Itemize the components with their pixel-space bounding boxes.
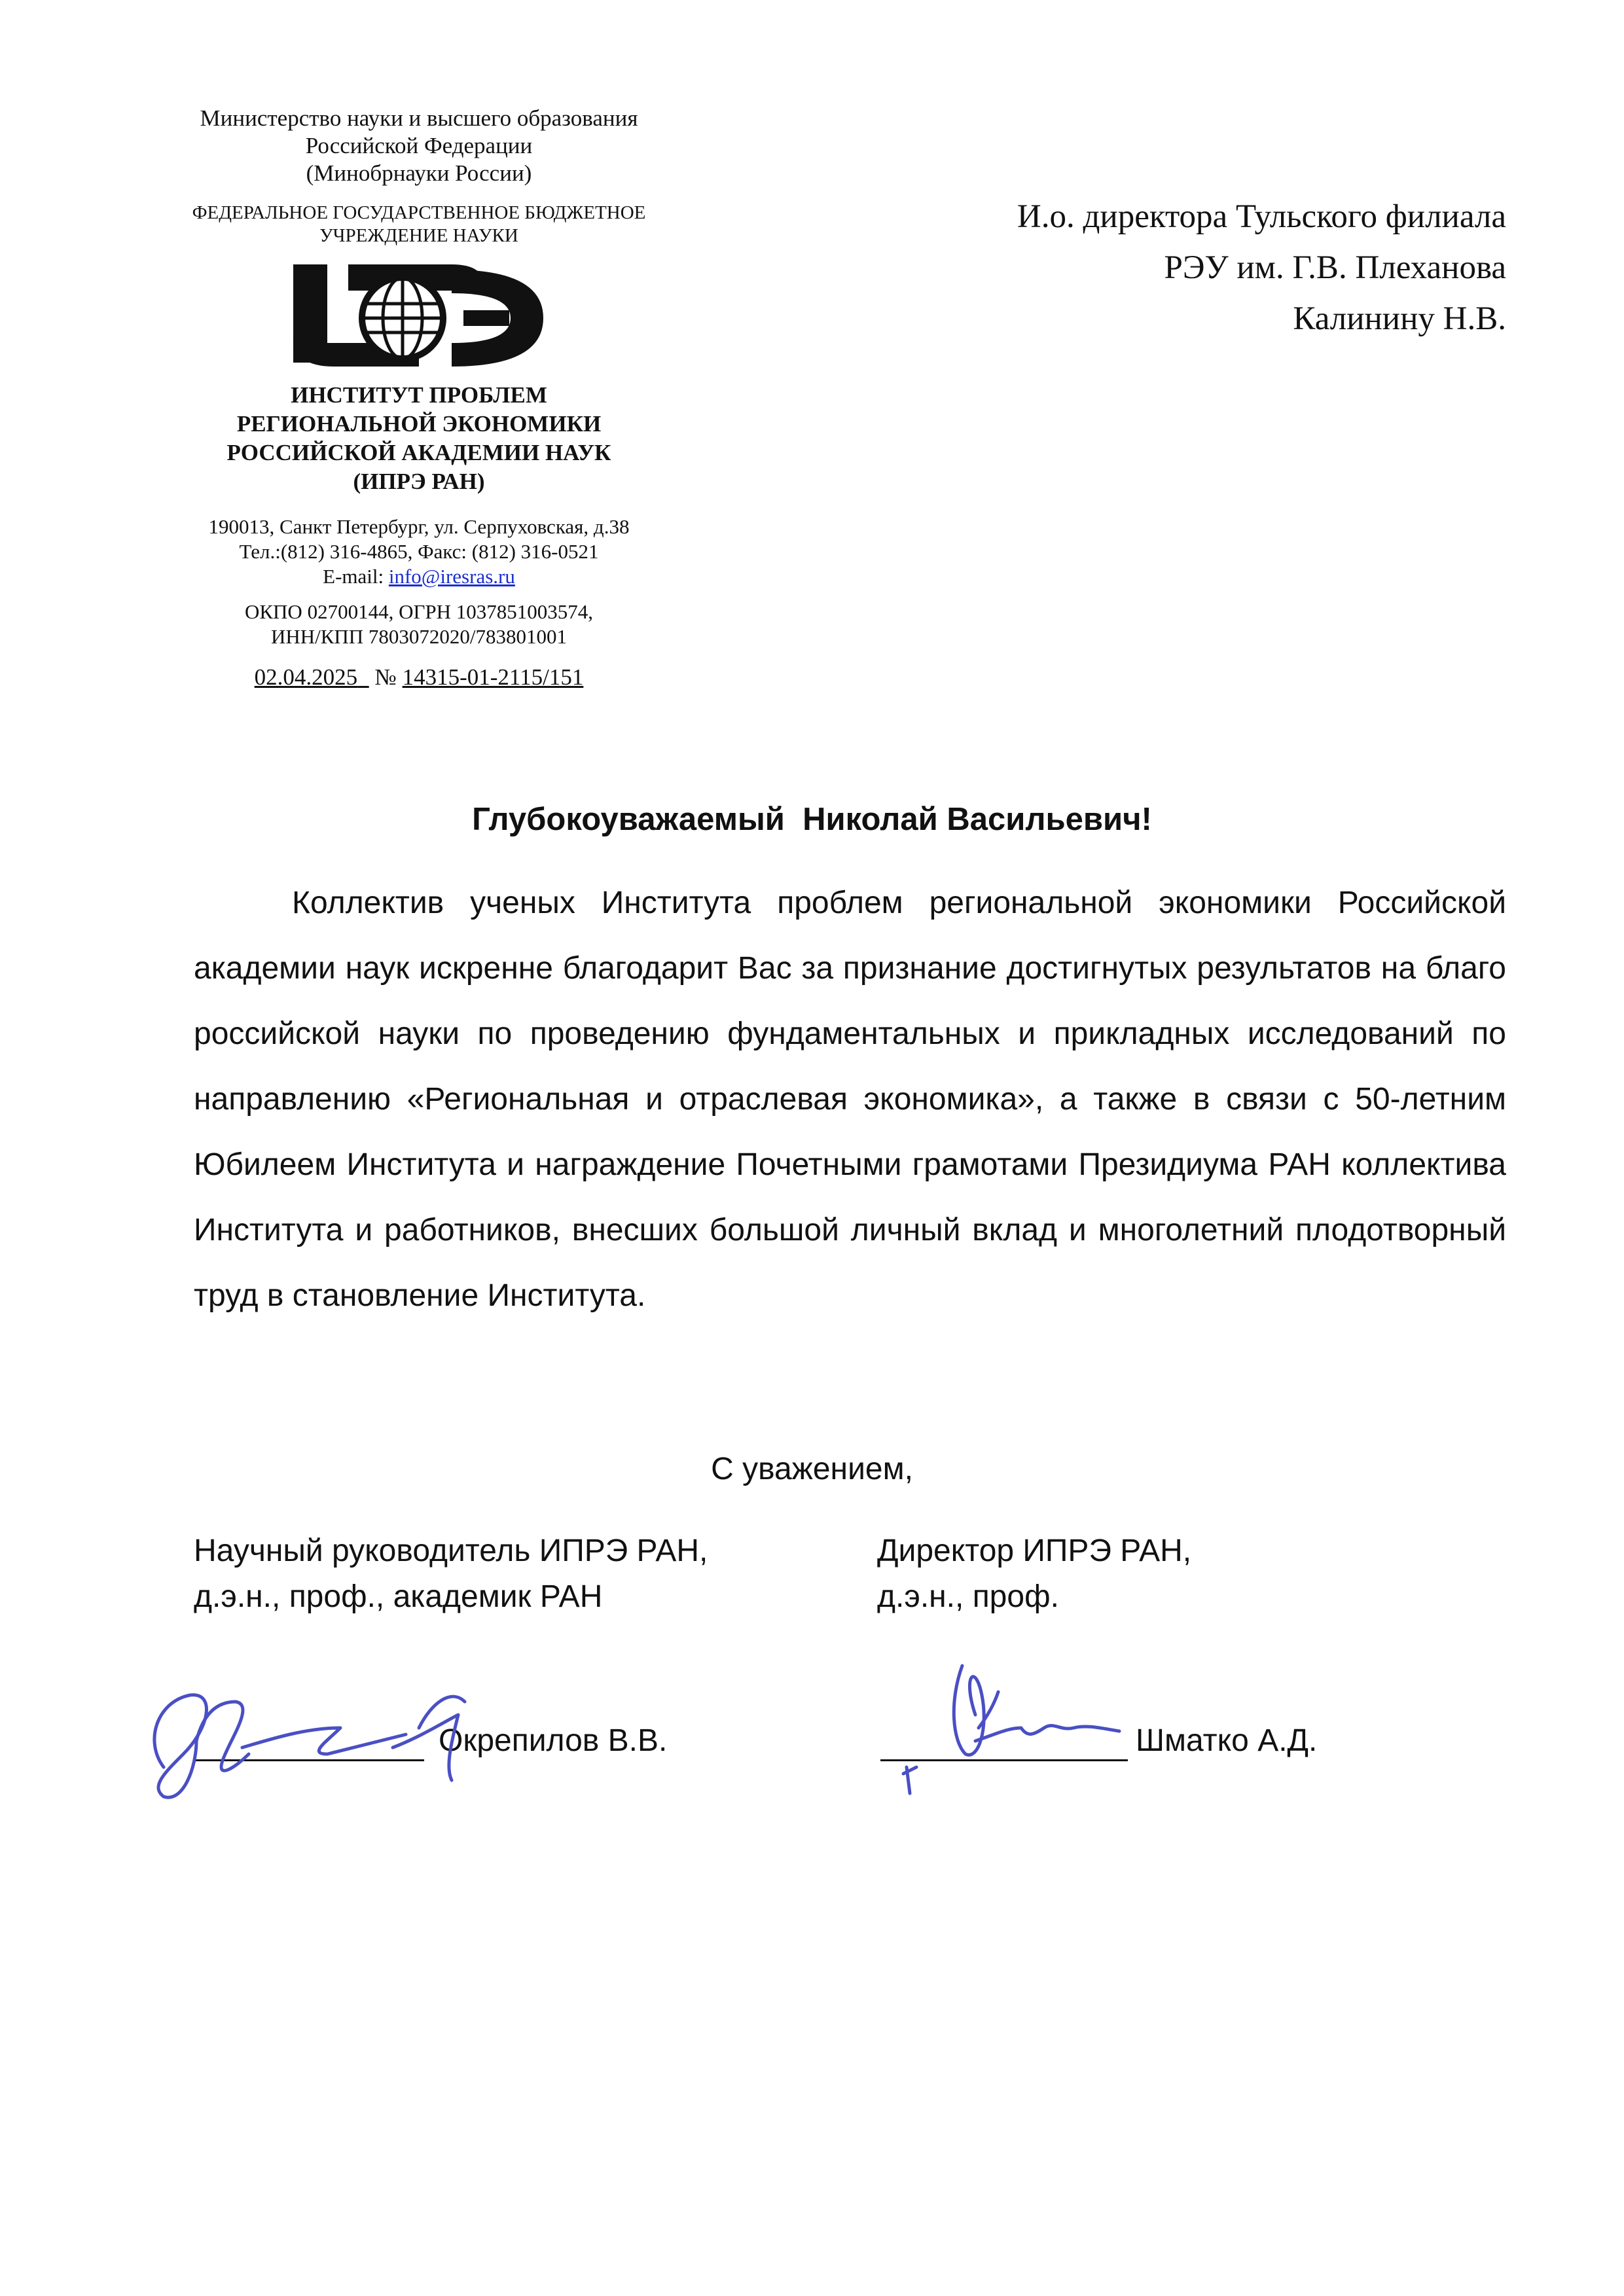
institute-name: ИНСТИТУТ ПРОБЛЕМ РЕГИОНАЛЬНОЙ ЭКОНОМИКИ РОССИЙСКОЙ АКАДЕМИИ НАУК (ИПРЭ РАН) [226,382,611,494]
closing: С уважением, [711,1452,913,1486]
letter-body: Коллектив ученых Института проблем региональной экономики Российской академии наук искренне благодарит Вас за признание достигнутых результатов на благо российской науки по проведению фундаментальных и прикладных исследований по направлению «Региональная и отраслевая экономика», а также в связи с 50-летним Юбилеем Института и награждение Почетными грамотами Президиума РАН коллектива Института и работников, внесших большой личный вклад и многолетний плодотворный труд в становление Института. [194,886,1506,1313]
signatory-left-name: Окрепилов В.В. [439,1723,668,1758]
recipient: И.о. директора Тульского филиала РЭУ им. Г.В. Плеханова Калинину Н.В. [1017,198,1506,337]
signatory-left-title: Научный руководитель ИПРЭ РАН, д.э.н., проф., академик РАН [194,1534,708,1614]
outgoing-reference: 02.04.2025 № 14315-01-2115/151 [254,664,584,690]
phones: Тел.:(812) 316-4865, Факс: (812) 316-0521 [239,540,599,563]
signatory-right-title: Директор ИПРЭ РАН, д.э.н., проф. [877,1534,1192,1614]
signature-shmatko [903,1666,1119,1793]
address: 190013, Санкт Петербург, ул. Серпуховская, д.38 [208,515,630,538]
email-link[interactable]: info@iresras.ru [388,565,515,588]
ministry-name: Министерство науки и высшего образования Российской Федерации (Минобрнауки России) [200,105,638,186]
signatory-right-name: Шматко А.Д. [1136,1723,1318,1758]
institution-type: ФЕДЕРАЛЬНОЕ ГОСУДАРСТВЕННОЕ БЮДЖЕТНОЕ УЧРЕЖДЕНИЕ НАУКИ [192,202,646,246]
registration-ids: ОКПО 02700144, ОГРН 1037851003574, ИНН/КПП 7803072020/783801001 [244,600,594,648]
email-line: E-mail: info@iresras.ru [323,565,515,588]
salutation: Глубокоуважаемый Николай Васильевич! [472,802,1152,837]
signature-okrepilov [154,1695,465,1798]
letter-number: 14315-01-2115/151 [402,664,584,690]
letter-date: 02.04.2025 [254,664,358,690]
